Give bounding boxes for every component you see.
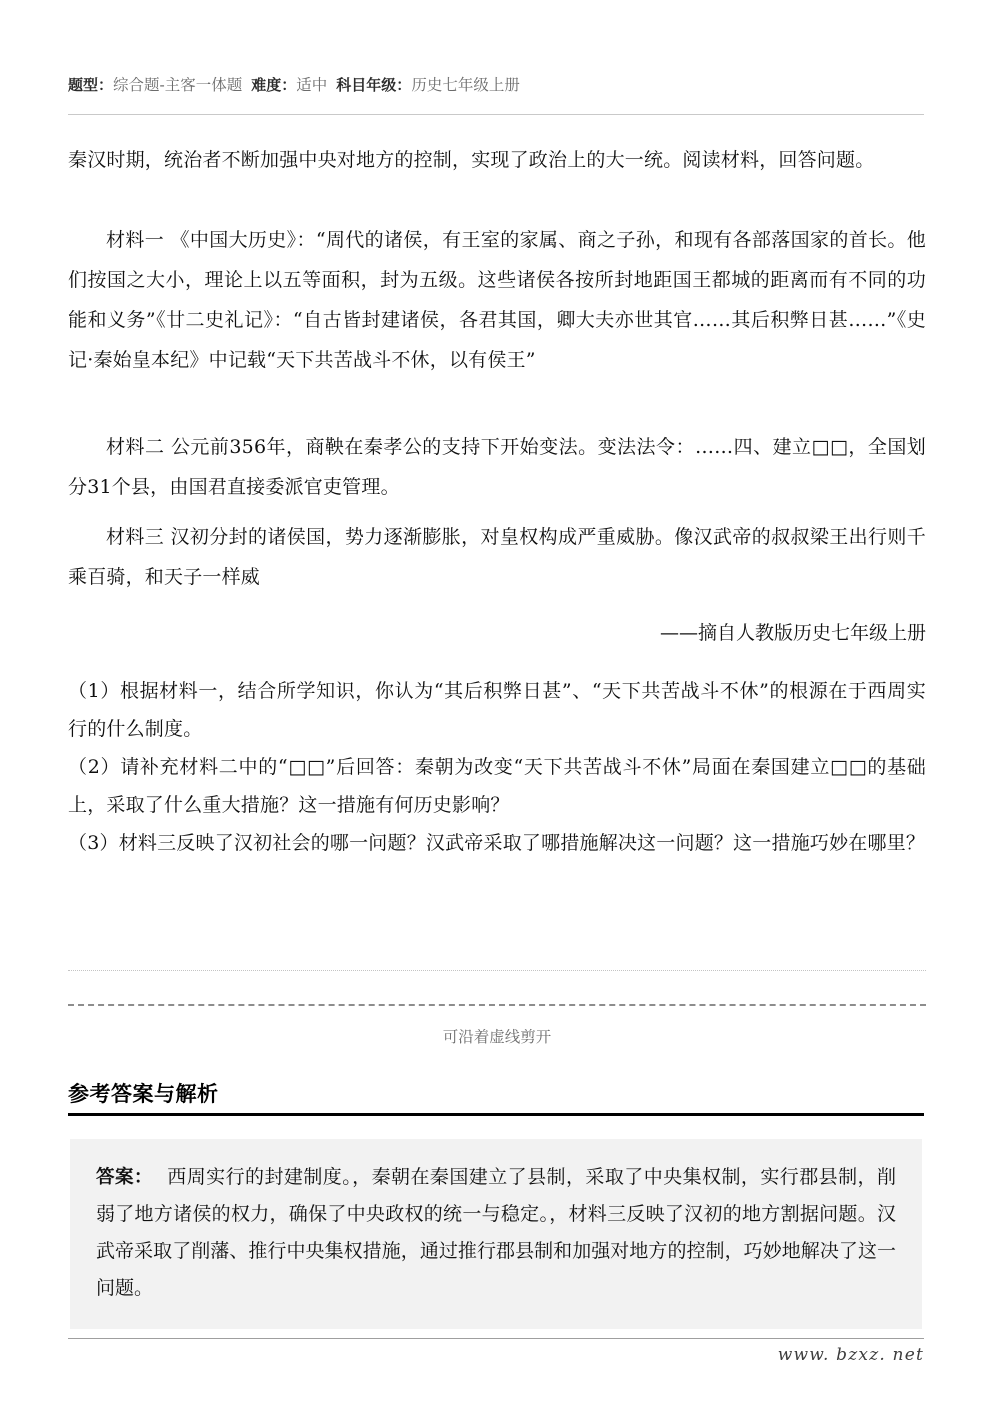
header-divider (68, 114, 924, 115)
footer-divider (68, 1338, 924, 1339)
cut-line-label: 可沿着虚线剪开 (442, 1028, 552, 1046)
difficulty-label: 难度： (251, 76, 297, 94)
material-one-paragraph: 材料一 《中国大历史》：“周代的诸侯，有王室的家属、商之子孙，和现有各部落国家的首长。他们按国之大小，理论上以五等面积，封为五级。这些诸侯各按所封地距国王都城的距离而有不同的功能和义务”《廿二史礼记》：“自古皆封建诸侯，各君其国，卿大夫亦世其官……其后积弊日甚……”《史记·秦始皇本纪》中记载“天下共苦战斗不休，以有侯王” (68, 229, 926, 371)
question-1: （1）根据材料一，结合所学知识，你认为“其后积弊日甚”、“天下共苦战斗不休”的根源在于西周实行的什么制度。 (68, 680, 926, 740)
answer-body (96, 1159, 896, 1307)
answer-label: 答案： (96, 1167, 153, 1188)
answer-section-heading: 参考答案与解析 (68, 1082, 219, 1106)
source-attribution: ——摘自人教版历史七年级上册 (659, 622, 926, 644)
answer-box (70, 1139, 922, 1329)
intro-paragraph: 秦汉时期，统治者不断加强中央对地方的控制，实现了政治上的大一统。阅读材料，回答问题。 (68, 149, 875, 171)
subject-grade-value: 历史七年级上册 (411, 76, 520, 94)
question-type-label: 题型： (68, 76, 114, 94)
difficulty-value: 适中 (296, 76, 328, 94)
material-two-paragraph: 材料二 公元前356年，商鞅在秦孝公的支持下开始变法。变法法令：……四、建立□□，全国划分31个县，由国君直接委派官吏管理。 (68, 436, 926, 498)
material-three-paragraph: 材料三 汉初分封的诸侯国，势力逐渐膨胀，对皇权构成严重威胁。像汉武帝的叔叔梁王出行则千乘百骑，和天子一样威 (68, 526, 926, 588)
question-3: （3）材料三反映了汉初社会的哪一问题？汉武帝采取了哪措施解决这一问题？这一措施巧妙在哪里？ (68, 832, 926, 854)
subject-grade-label: 科目年级： (336, 76, 412, 94)
question-type-value: 综合题-主客一体题 (113, 76, 243, 94)
document-meta-header (68, 74, 924, 96)
question-2: （2）请补充材料二中的“□□”后回答：秦朝为改变“天下共苦战斗不休”局面在秦国建立□□的基础上，采取了什么重大措施？这一措施有何历史影响？ (68, 756, 926, 816)
answer-content: 西周实行的封建制度。，秦朝在秦国建立了县制，采取了中央集权制，实行郡县制，削弱了地方诸侯的权力，确保了中央政权的统一与稳定。，材料三反映了汉初的地方割据问题。汉武帝采取了削藩、推行中央集权措施，通过推行郡县制和加强对地方的控制，巧妙地解决了这一问题。 (96, 1166, 896, 1299)
cut-line-dashed (68, 1004, 926, 1006)
footer-watermark-url: www. bzxz. net (777, 1345, 924, 1365)
cut-line-dotted (68, 970, 926, 971)
answer-heading-divider (68, 1113, 924, 1116)
